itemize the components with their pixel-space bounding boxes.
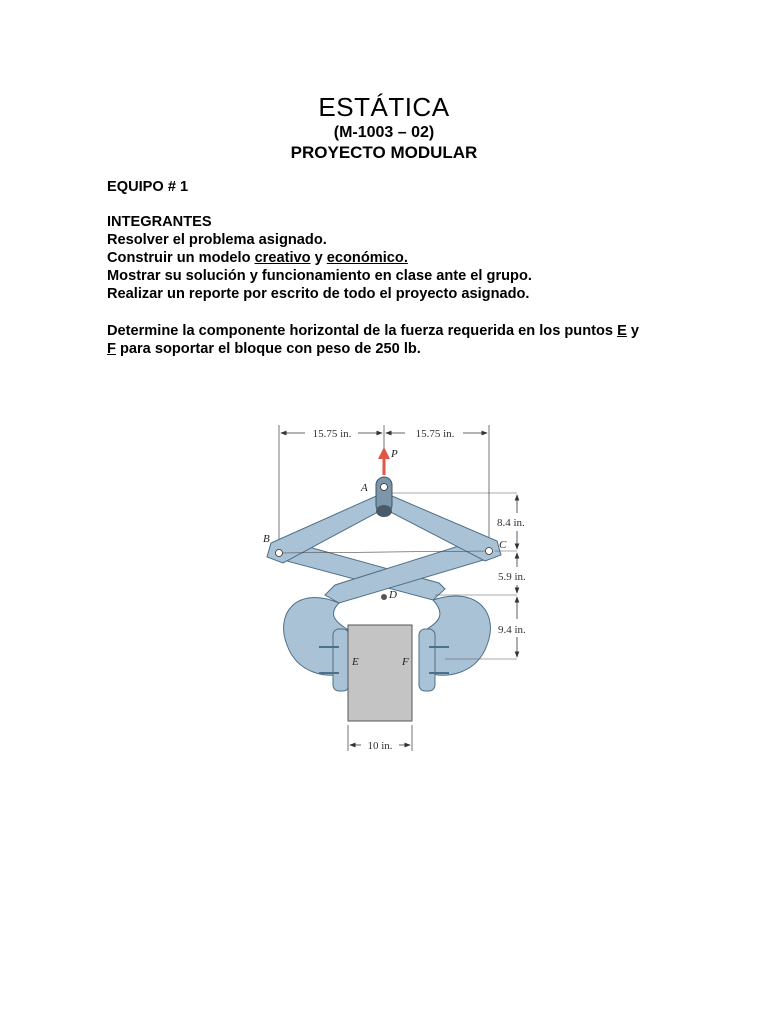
shackle-a — [360, 477, 517, 517]
label-a: A — [361, 482, 368, 494]
pin-d — [381, 594, 387, 600]
instruction-2 — [107, 249, 408, 267]
label-d: D — [389, 589, 397, 601]
problem-text-1b: y — [626, 323, 639, 339]
right-jaw — [419, 596, 490, 691]
bottom-dimension — [348, 725, 412, 752]
page-title: ESTÁTICA — [318, 92, 450, 122]
weight-block — [348, 625, 412, 721]
label-b: B — [263, 533, 270, 545]
page-subtitle: PROYECTO MODULAR — [290, 143, 478, 162]
dim-84-label: 8.4 in. — [497, 517, 525, 529]
label-c: C — [499, 539, 507, 551]
point-f-ref: F — [107, 341, 116, 357]
pin-b — [276, 550, 283, 557]
dim-94-label: 9.4 in. — [498, 624, 526, 636]
course-code: (M-1003 – 02) — [333, 124, 435, 141]
team-label: EQUIPO # 1 — [107, 179, 189, 195]
pin-c — [486, 548, 493, 555]
instruction-1: Resolver el problema asignado. — [107, 232, 327, 248]
creativo-word: creativo — [254, 250, 311, 266]
problem-line-1 — [107, 322, 639, 340]
dim-59-label: 5.9 in. — [498, 571, 526, 583]
instruction-2-mid: y — [310, 250, 327, 266]
left-jaw — [284, 598, 349, 691]
instruction-4: Realizar un reporte por escrito de todo el proyecto asignado. — [107, 286, 530, 302]
label-p: P — [391, 448, 398, 460]
instruction-3: Mostrar su solución y funcionamiento en clase ante el grupo. — [107, 268, 532, 284]
dim-right-label: 15.75 in. — [415, 428, 455, 440]
members-heading: INTEGRANTES — [107, 214, 212, 230]
problem-line-2 — [107, 340, 421, 358]
label-e: E — [352, 656, 359, 668]
problem-text-2: para soportar el bloque con peso de 250 lb. — [115, 341, 421, 357]
instruction-2-text: Construir un modelo — [107, 250, 255, 266]
dim-10-label: 10 in. — [367, 740, 393, 752]
problem-text-1: Determine la componente horizontal de la fuerza requerida en los puntos — [107, 323, 618, 339]
dim-left-label: 15.75 in. — [312, 428, 352, 440]
force-arrow-p — [378, 447, 398, 475]
right-dimensions — [497, 495, 526, 657]
label-f: F — [402, 656, 409, 668]
point-e-ref: E — [617, 323, 627, 339]
tongs-diagram — [255, 415, 545, 760]
economico-word: económico. — [326, 250, 408, 266]
